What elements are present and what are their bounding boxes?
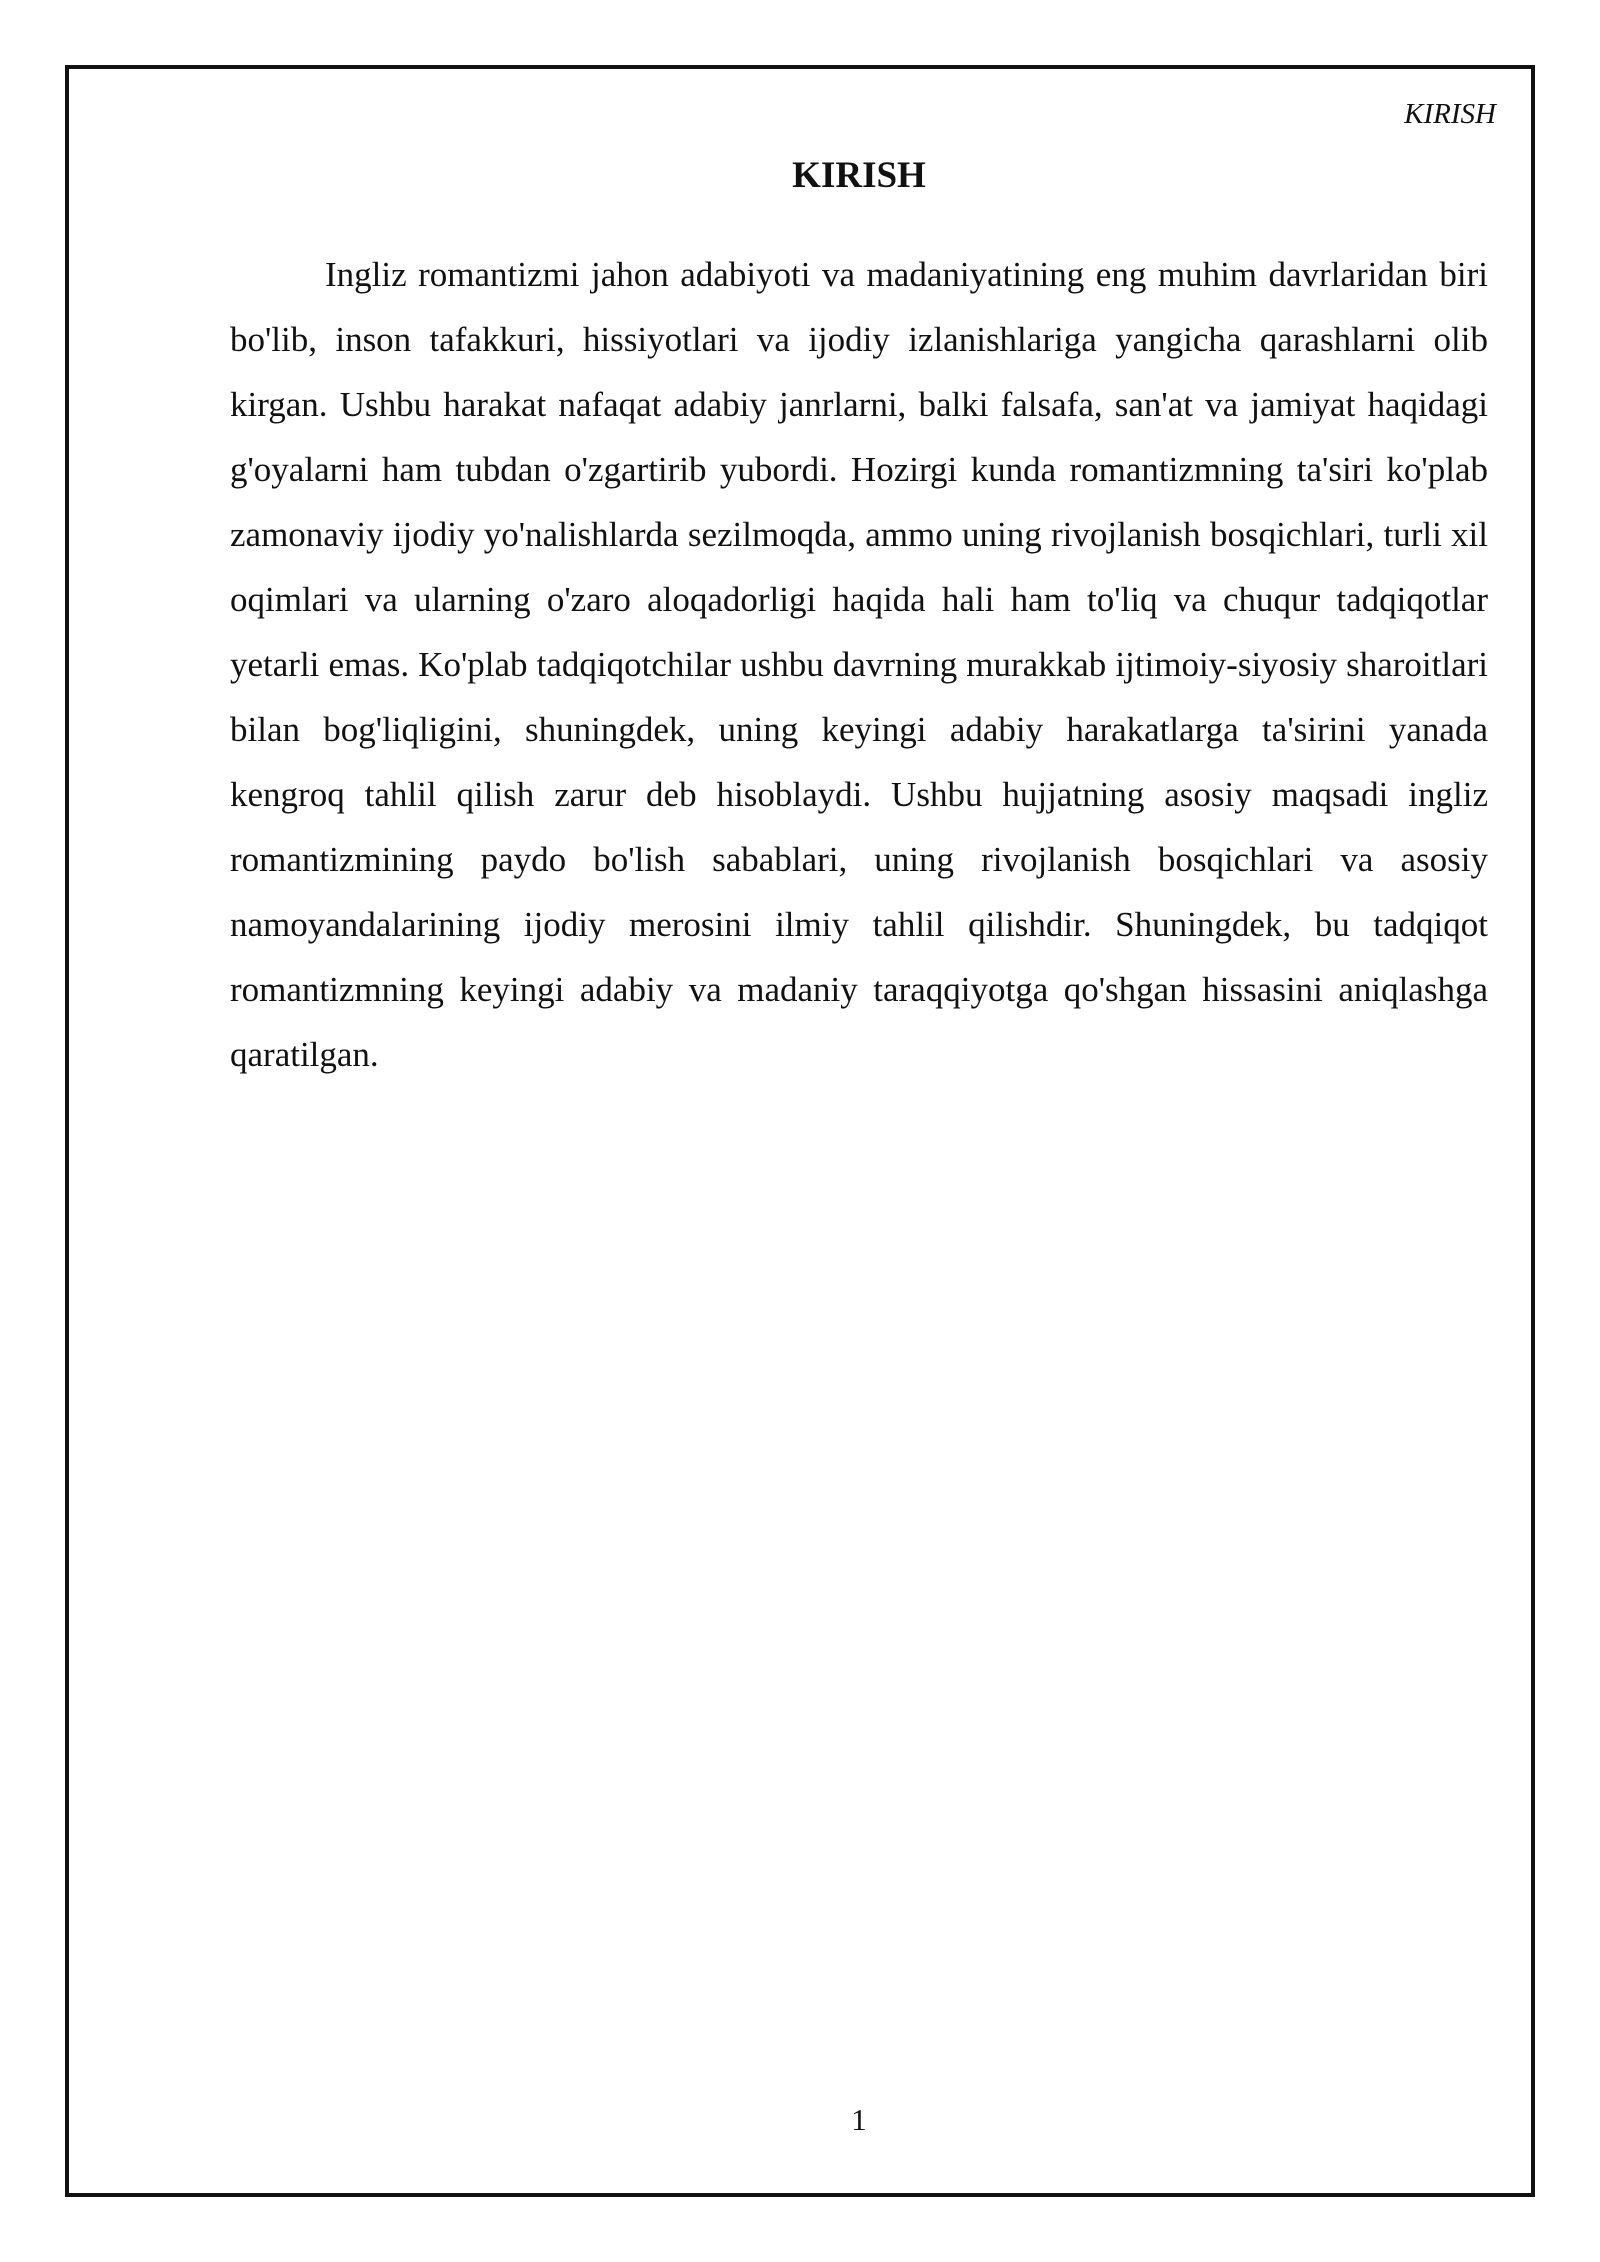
page-title: KIRISH [792, 155, 926, 196]
page-number: 1 [851, 2102, 867, 2137]
running-header: KIRISH [1404, 98, 1496, 130]
body-paragraph: Ingliz romantizmi jahon adabiyoti va madaniyatining eng muhim davrlaridan biri bo'lib, inson tafakkuri, hissiyotlari va ijodiy izlanishlariga yangicha qarashlarni olib kirgan. Ushbu harakat nafaqat adabiy janrlarni, balki falsafa, san'at va jamiyat haqidagi g'oyalarni ham tubdan o'zgartirib yubordi. Hozirgi kunda romantizmning ta'siri ko'plab zamonaviy ijodiy yo'nalishlarda sezilmoqda, ammo uning rivojlanish bosqichlari, turli xil oqimlari va ularning o'zaro aloqadorligi haqida hali ham to'liq va chuqur tadqiqotlar yetarli emas. Ko'plab tadqiqotchilar ushbu davrning murakkab ijtimoiy-siyosiy sharoitlari bilan bog'liqligini, shuningdek, uning keyingi adabiy harakatlarga ta'sirini yanada kengroq tahlil qilish zarur deb hisoblaydi. Ushbu hujjatning asosiy maqsadi ingliz romantizmining paydo bo'lish sabablari, uning rivojlanish bosqichlari va asosiy namoyandalarining ijodiy merosini ilmiy tahlil qilishdir. Shuningdek, bu tadqiqot romantizmning keyingi adabiy va madaniy taraqqiyotga qo'shgan hissasini aniqlashga qaratilgan. [230, 255, 1488, 1074]
